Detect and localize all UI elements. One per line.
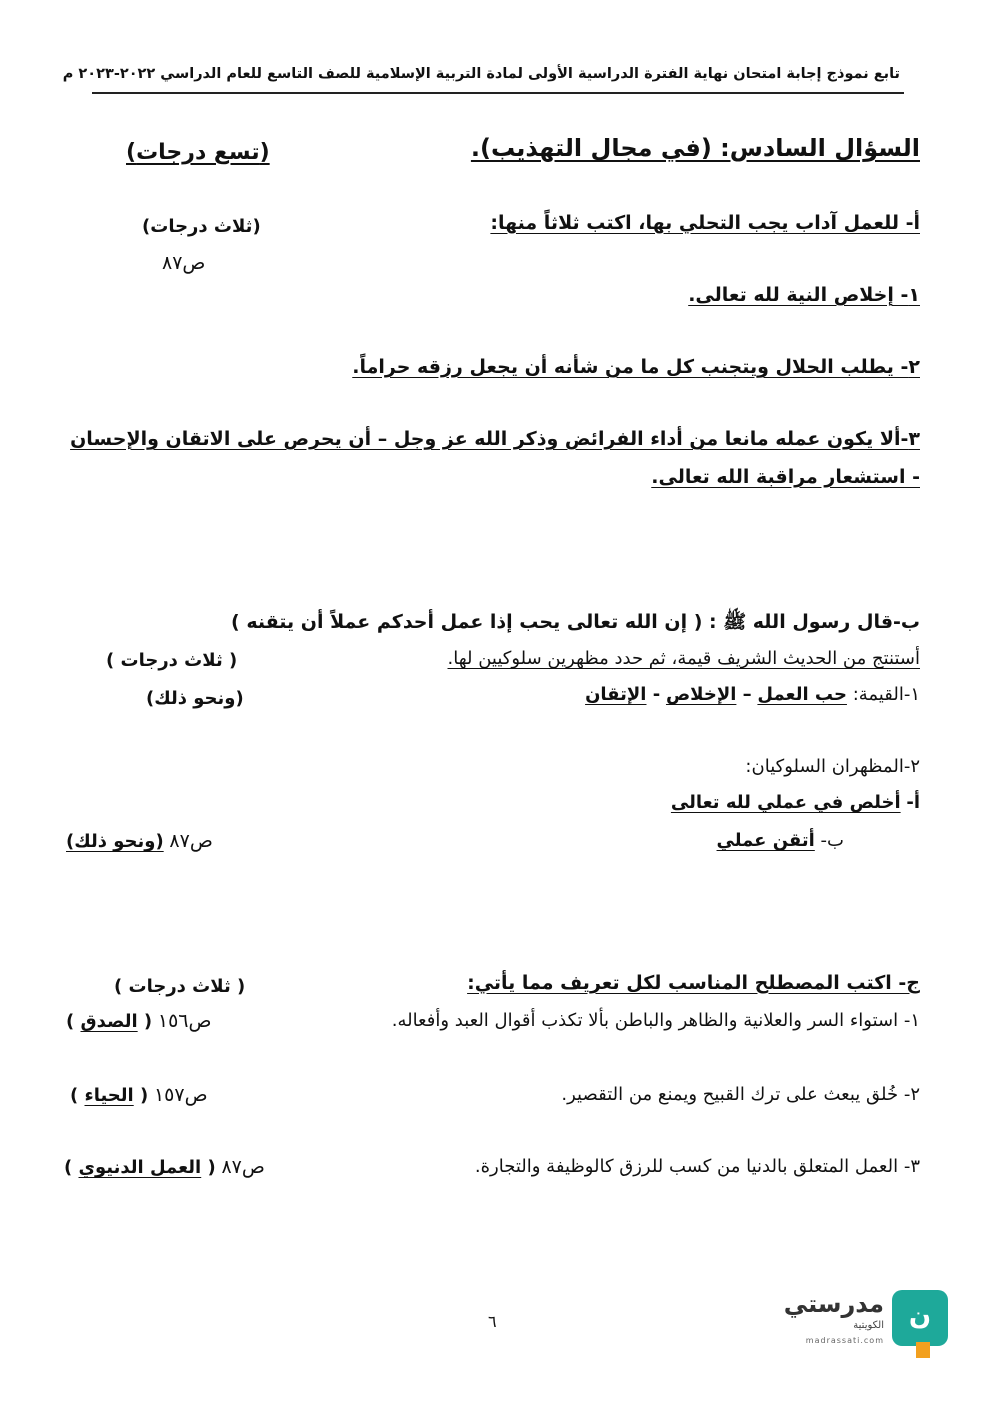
header-divider: [92, 92, 904, 94]
item-3-definition: العمل المتعلق بالدنيا من كسب للرزق كالوظيفة والتجارة.: [474, 1156, 899, 1177]
bookmark-icon: [916, 1342, 930, 1358]
part-b-instruction: أستنتج من الحديث الشريف قيمة، ثم حدد مظهرين سلوكيين لها.: [447, 648, 920, 669]
part-b-hadith: ب-قال رسول الله ﷺ : ( إن الله تعالى يحب إذا عمل أحدكم عملاً أن يتقنه ): [231, 611, 920, 633]
behaviors-label: ٢-المظهران السلوكيان:: [745, 756, 920, 777]
value-1: حب العمل: [757, 684, 847, 705]
part-b-note-1: (ونحو ذلك): [146, 688, 244, 709]
behavior-a-label: أ-: [906, 792, 920, 813]
behavior-b-row: [717, 830, 844, 851]
part-c-item-2-answer-row: ص١٥٧ ( الحياء ): [70, 1084, 208, 1106]
part-a-answer-2: ٢- يطلب الحلال ويتجنب كل ما من شأنه أن يجعل رزقه حراماً.: [352, 356, 920, 378]
logo-sub: الكويتية: [853, 1320, 884, 1331]
behavior-a-row: [671, 792, 920, 813]
part-c-item-1: [392, 1010, 920, 1031]
part-b-ref-row: [66, 830, 213, 852]
item-1-definition: استواء السر والعلانية والظاهر والباطن بألا تكذب أقوال العبد وأفعاله.: [391, 1010, 899, 1031]
behavior-a: أخلص في عملي لله تعالى: [670, 792, 901, 813]
smile-icon: ن: [908, 1301, 932, 1331]
part-b-ref: ص٨٧: [169, 830, 213, 852]
item-3-ref: ص٨٧: [221, 1156, 265, 1178]
part-a-prompt: أ- للعمل آداب يجب التحلي بها، اكتب ثلاثاً منها:: [490, 212, 920, 234]
item-1-answer: الصدق: [80, 1011, 138, 1032]
part-c-item-3: [475, 1156, 920, 1177]
page-number: ٦: [488, 1312, 497, 1331]
part-b-grade: ( ثلاث درجات ): [106, 650, 238, 671]
question-grade: (تسع درجات): [126, 140, 270, 165]
part-c-item-1-answer-row: ص١٥٦ ( الصدق ): [66, 1010, 212, 1032]
page-header: تابع نموذج إجابة امتحان نهاية الفترة الدراسية الأولى لمادة التربية الإسلامية للصف التاسع للعام الدراسي ٢٠٢٢-٢٠٢٣ م: [62, 66, 900, 82]
item-2-ref: ص١٥٧: [153, 1084, 208, 1106]
item-1-num: ١-: [903, 1010, 920, 1031]
value-3: الإتقان: [585, 684, 647, 705]
part-a-answer-3: ٣-ألا يكون عمله مانعا من أداء الفرائض وذكر الله عز وجل – أن يحرص على الاتقان والإحسان: [70, 428, 920, 450]
part-c-prompt: ج- اكتب المصطلح المناسب لكل تعريف مما يأتي:: [467, 972, 920, 994]
item-3-num: ٣-: [903, 1156, 920, 1177]
part-b-note-2: (ونحو ذلك): [66, 831, 164, 852]
item-3-answer: العمل الدنيوي: [78, 1157, 202, 1178]
part-c-grade: ( ثلاث درجات ): [114, 976, 246, 997]
part-c-item-2: [561, 1084, 920, 1105]
part-a-ref: ص٨٧: [162, 252, 206, 274]
logo-name: مدرستي: [783, 1290, 884, 1318]
item-2-answer: الحياء: [84, 1085, 134, 1106]
value-2: الإخلاص: [665, 684, 737, 705]
item-2-num: ٢-: [903, 1084, 920, 1105]
item-1-ref: ص١٥٦: [157, 1010, 212, 1032]
madrasati-logo: [783, 1290, 948, 1360]
part-a-answer-1: ١- إخلاص النية لله تعالى.: [688, 284, 920, 306]
part-a-grade: (ثلاث درجات): [142, 216, 261, 237]
logo-icon: [892, 1290, 948, 1346]
value-label: ١-القيمة:: [852, 684, 920, 705]
question-title: السؤال السادس: (في مجال التهذيب).: [470, 134, 920, 162]
part-a-answer-4: - استشعار مراقبة الله تعالى.: [651, 466, 920, 488]
logo-url: madrassati.com: [805, 1336, 884, 1345]
behavior-b-label: ب-: [820, 830, 844, 851]
behavior-b: أتقن عملي: [716, 830, 815, 851]
part-c-item-3-answer-row: ص٨٧ ( العمل الدنيوي ): [64, 1156, 265, 1178]
part-b-value-row: ١-القيمة: حب العمل – الإخلاص - الإتقان: [585, 684, 920, 705]
item-2-definition: خُلق يبعث على ترك القبيح ويمنع من التقصير.: [561, 1084, 899, 1105]
